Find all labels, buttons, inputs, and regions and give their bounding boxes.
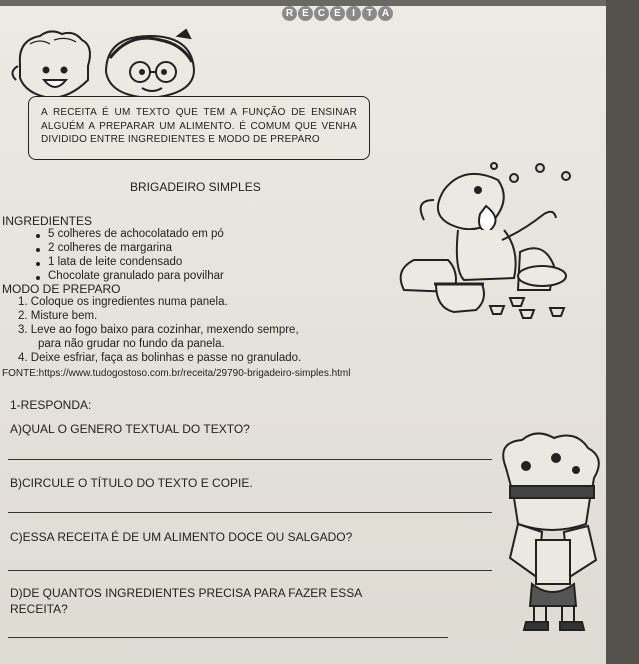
cartoon-kids-illustration	[10, 22, 210, 104]
bullet	[36, 234, 40, 238]
title-letter: E	[298, 6, 313, 21]
page-edge-shadow	[606, 0, 639, 664]
question-b: B)CIRCULE O TÍTULO DO TEXTO E COPIE.	[10, 476, 253, 490]
method-step: 4. Deixe esfriar, faça as bolinhas e passe no granulado.	[18, 352, 302, 364]
worksheet-title	[282, 6, 393, 21]
title-letter: I	[346, 6, 361, 21]
title-letter: C	[314, 6, 329, 21]
bullet	[36, 276, 40, 280]
definition-text: A RECEITA É UM TEXTO QUE TEM A FUNÇÃO DE ENSINAR ALGUÉM A PREPARAR UM ALIMENTO. É COMUM QUE VENHA DIVIDIDO ENTRE INGREDIENTES E MODO DE PREPARO	[41, 107, 357, 145]
answer-line	[8, 459, 492, 460]
ingredient-item: 1 lata de leite condensado	[48, 256, 183, 268]
chef-illustration	[496, 428, 606, 638]
title-letter: A	[378, 6, 393, 21]
method-step: 3. Leve ao fogo baixo para cozinhar, mexendo sempre,	[18, 324, 299, 336]
question-d: D)DE QUANTOS INGREDIENTES PRECISA PARA FAZER ESSA	[10, 586, 363, 600]
ingredient-item: Chocolate granulado para povilhar	[48, 270, 224, 282]
question-d-cont: RECEITA?	[10, 602, 68, 616]
method-step: para não grudar no fundo da panela.	[38, 338, 225, 350]
bullet	[36, 262, 40, 266]
title-letter: E	[330, 6, 345, 21]
source-line	[2, 368, 350, 379]
title-letter: T	[362, 6, 377, 21]
ingredient-item: 5 colheres de achocolatado em pó	[48, 228, 224, 240]
cooking-child-illustration	[394, 160, 590, 335]
source-label: FONTE:	[2, 368, 39, 379]
recipe-title: BRIGADEIRO SIMPLES	[130, 180, 261, 194]
answer-line	[8, 637, 448, 638]
method-heading: MODO DE PREPARO	[2, 282, 121, 296]
definition-box	[28, 96, 370, 160]
ingredients-heading: INGREDIENTES	[2, 214, 93, 228]
method-step: 2. Misture bem.	[18, 310, 98, 322]
question-a: A)QUAL O GENERO TEXTUAL DO TEXTO?	[10, 422, 250, 436]
bullet	[36, 248, 40, 252]
method-step: 1. Coloque os ingredientes numa panela.	[18, 296, 228, 308]
question-c: C)ESSA RECEITA É DE UM ALIMENTO DOCE OU SALGADO?	[10, 530, 353, 544]
ingredient-item: 2 colheres de margarina	[48, 242, 173, 254]
title-letter: R	[282, 6, 297, 21]
exercise-heading: 1-RESPONDA:	[10, 398, 92, 412]
source-link[interactable]: https://www.tudogostoso.com.br/receita/29790-brigadeiro-simples.html	[38, 368, 351, 379]
answer-line	[8, 570, 492, 571]
answer-line	[8, 512, 492, 513]
